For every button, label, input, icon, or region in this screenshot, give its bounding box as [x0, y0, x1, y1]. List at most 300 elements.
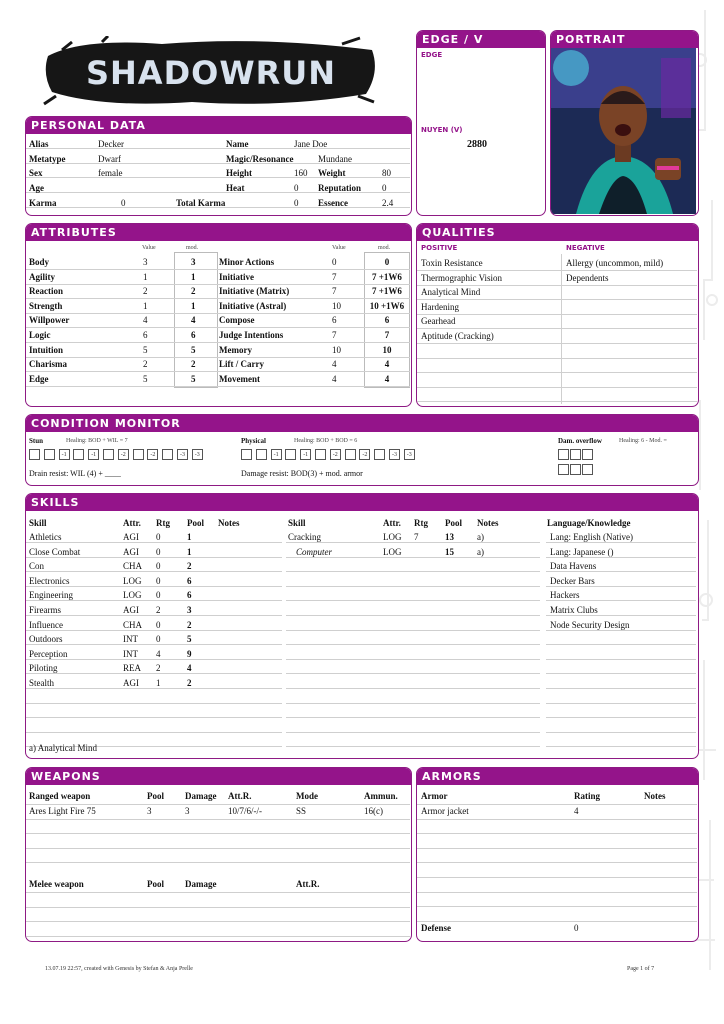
skills-footnote: a) Analytical Mind [29, 743, 97, 753]
skill-rtg: 2 [156, 663, 161, 674]
derived-mod: 10 [382, 344, 392, 355]
skill-pool: 15 [445, 546, 454, 557]
attributes-header: ATTRIBUTES [26, 224, 411, 241]
row-divider [286, 703, 540, 704]
derived-name: Initiative [219, 271, 254, 282]
overflow-box [570, 464, 581, 475]
derived-mod: 0 [384, 257, 390, 267]
row-divider [417, 804, 697, 805]
row-divider [417, 401, 697, 402]
row-divider [546, 688, 696, 689]
derived-mod: 7 +1W6 [372, 271, 402, 282]
ranged-row-pool: 3 [147, 806, 152, 816]
row-divider [26, 284, 410, 285]
melee-col-attr: Att.R. [296, 879, 320, 889]
attribute-mod: 4 [191, 315, 196, 326]
skill-pool: 2 [187, 678, 192, 688]
lang-knowledge-item: Data Havens [550, 561, 597, 572]
skill-attr: LOG [123, 590, 142, 601]
derived-mod: 6 [384, 315, 390, 326]
attr-value-col-left: Value [142, 245, 156, 251]
skill-attr: LOG [383, 546, 402, 557]
derived-name: Initiative (Matrix) [219, 286, 290, 297]
skill-attr: LOG [123, 575, 142, 586]
stun-box: -2 [118, 449, 129, 460]
physical-box: -1 [271, 449, 282, 460]
derived-name: Lift / Carry [219, 359, 264, 370]
row-divider [26, 327, 410, 328]
row-divider [286, 673, 540, 674]
row-divider [286, 717, 540, 718]
armor-col-notes: Notes [644, 791, 666, 801]
sex-label: Sex [29, 168, 43, 178]
row-divider [26, 542, 282, 543]
physical-box [345, 449, 356, 460]
attribute-name: Intuition [29, 344, 64, 355]
armor-row-rating: 4 [574, 806, 579, 816]
skill-col-rtg-2: Rtg [414, 518, 428, 528]
derived-mod: 4 [384, 359, 390, 370]
skill-pool: 2 [187, 619, 192, 630]
row-divider [26, 732, 282, 733]
skill-attr: INT [123, 634, 138, 645]
skill-pool: 5 [187, 634, 192, 645]
skill-name: Piloting [29, 663, 58, 674]
reputation-label: Reputation [318, 183, 362, 193]
age-label: Age [29, 183, 44, 193]
name-label: Name [226, 139, 249, 149]
ranged-col-ammo: Ammun. [364, 791, 398, 801]
overflow-box [558, 449, 569, 460]
derived-value: 0 [332, 257, 337, 267]
physical-box: -1 [300, 449, 311, 460]
skill-col-notes: Notes [218, 518, 240, 528]
defense-label: Defense [421, 923, 451, 933]
row-divider [26, 615, 282, 616]
lang-knowledge-item: Lang: Japanese () [550, 546, 614, 557]
nuyen-value: 2880 [467, 139, 487, 150]
lang-knowledge-item: Hackers [550, 590, 580, 601]
derived-name: Minor Actions [219, 257, 275, 267]
row-divider [546, 746, 696, 747]
attribute-mod: 5 [191, 373, 196, 384]
row-divider [417, 387, 697, 388]
derived-name: Movement [219, 373, 260, 384]
derived-value: 7 [332, 286, 337, 297]
edge-header: EDGE / V [417, 31, 545, 48]
skill-notes: a) [477, 532, 484, 542]
row-divider [26, 357, 410, 358]
weapons-header: WEAPONS [26, 768, 411, 785]
qualities-panel [416, 223, 699, 407]
skill-name: Engineering [29, 590, 73, 601]
positive-quality: Aptitude (Cracking) [421, 331, 494, 341]
skill-pool: 9 [187, 648, 192, 659]
karma-label: Karma [29, 198, 57, 208]
attribute-name: Edge [29, 373, 49, 384]
skill-name: Electronics [29, 575, 70, 586]
row-divider [26, 571, 282, 572]
row-divider [417, 343, 697, 344]
row-divider [286, 600, 540, 601]
skills-panel [25, 493, 699, 759]
overflow-box [558, 464, 569, 475]
skill-col-attr-2: Attr. [383, 518, 401, 528]
magic-label: Magic/Resonance [226, 154, 294, 164]
row-divider [286, 630, 540, 631]
positive-quality: Toxin Resistance [421, 258, 483, 268]
portrait-panel [550, 30, 699, 216]
stun-box [73, 449, 84, 460]
stun-box: -3 [177, 449, 188, 460]
skill-attr: AGI [123, 678, 139, 688]
ranged-row-attr: 10/7/6/-/- [228, 806, 262, 816]
physical-box: -2 [359, 449, 370, 460]
row-divider [26, 298, 410, 299]
metatype-label: Metatype [29, 154, 66, 164]
personal-data-panel [25, 116, 412, 216]
row-divider [417, 906, 697, 907]
skill-pool: 4 [187, 663, 192, 674]
row-divider [26, 848, 410, 849]
row-divider [417, 270, 697, 271]
stun-box [44, 449, 55, 460]
row-divider [417, 372, 697, 373]
defense-value: 0 [574, 923, 579, 933]
stun-box: -1 [59, 449, 70, 460]
skill-name: Close Combat [29, 546, 81, 557]
heat-label: Heat [226, 183, 245, 193]
ranged-col-damage: Damage [185, 791, 217, 801]
footer-page: Page 1 of 7 [627, 966, 655, 972]
row-divider [417, 921, 697, 922]
physical-box [241, 449, 252, 460]
qualities-header: QUALITIES [417, 224, 698, 241]
row-divider [26, 630, 282, 631]
attribute-value: 4 [143, 315, 148, 326]
alias-value: Decker [98, 139, 124, 149]
derived-value: 6 [332, 315, 337, 326]
attr-mod-col-left: mod. [186, 245, 199, 251]
lang-knowledge-item: Decker Bars [550, 575, 595, 586]
row-divider [26, 936, 410, 937]
stun-healing: Healing: BOD + WIL = 7 [66, 438, 128, 444]
attributes-panel [25, 223, 412, 407]
weapons-panel [25, 767, 412, 942]
attribute-name: Strength [29, 300, 63, 311]
heat-value: 0 [294, 183, 299, 193]
attribute-name: Logic [29, 330, 51, 340]
stun-label: Stun [29, 437, 44, 445]
skill-pool: 1 [187, 546, 192, 557]
row-divider [26, 703, 282, 704]
attribute-mod: 3 [191, 257, 196, 267]
attr-mod-col-right: mod. [378, 245, 391, 251]
overflow-box [582, 464, 593, 475]
row-divider [286, 542, 540, 543]
attribute-value: 2 [143, 286, 148, 297]
physical-box [374, 449, 385, 460]
skill-pool: 3 [187, 605, 192, 615]
stun-box [103, 449, 114, 460]
logo-text: SHADOWRUN [85, 54, 337, 92]
attribute-name: Charisma [29, 359, 67, 370]
negative-label: NEGATIVE [566, 244, 605, 252]
positive-label: POSITIVE [421, 244, 458, 252]
physical-box: -3 [389, 449, 400, 460]
row-divider [26, 688, 282, 689]
row-divider [417, 299, 697, 300]
row-divider [286, 644, 540, 645]
row-divider [26, 673, 282, 674]
drain-resist: Drain resist: WIL (4) + ____ [29, 469, 121, 478]
skill-name: Influence [29, 619, 63, 630]
skill-pool: 6 [187, 575, 192, 586]
ranged-col-pool: Pool [147, 791, 164, 801]
overflow-label: Dam. overflow [558, 437, 602, 445]
skill-attr: INT [123, 648, 138, 659]
skill-attr: REA [123, 663, 141, 674]
essence-label: Essence [318, 198, 348, 208]
positive-quality: Thermographic Vision [421, 272, 503, 283]
row-divider [546, 717, 696, 718]
reputation-value: 0 [382, 183, 387, 193]
skill-pool: 13 [445, 532, 454, 542]
stun-box [162, 449, 173, 460]
armors-header: ARMORS [417, 768, 698, 785]
derived-name: Judge Intentions [219, 330, 284, 340]
derived-value: 7 [332, 271, 337, 282]
name-value: Jane Doe [294, 139, 328, 149]
overflow-box [582, 449, 593, 460]
overflow-box [570, 449, 581, 460]
skills-header: SKILLS [26, 494, 698, 511]
row-divider [417, 819, 697, 820]
condition-monitor-panel [25, 414, 699, 486]
negative-quality: Allergy (uncommon, mild) [566, 258, 664, 268]
armors-panel [416, 767, 699, 942]
ranged-col-name: Ranged weapon [29, 791, 91, 801]
skill-rtg: 2 [156, 605, 161, 615]
physical-box: -2 [330, 449, 341, 460]
derived-name: Memory [219, 344, 252, 355]
positive-quality: Analytical Mind [421, 287, 481, 298]
skill-name: Con [29, 561, 45, 572]
armor-row-name: Armor jacket [421, 806, 469, 816]
skill-col-rtg: Rtg [156, 518, 170, 528]
ranged-row-name: Ares Light Fire 75 [29, 806, 96, 816]
skill-rtg: 0 [156, 532, 161, 542]
attribute-mod: 5 [191, 344, 196, 355]
physical-label: Physical [241, 437, 266, 445]
edge-panel [416, 30, 546, 216]
ranged-row-mode: SS [296, 806, 307, 816]
row-divider [546, 644, 696, 645]
attribute-mod: 2 [191, 359, 196, 370]
row-divider [546, 732, 696, 733]
row-divider [26, 313, 410, 314]
skill-name: Outdoors [29, 634, 63, 645]
row-divider [26, 269, 410, 270]
height-value: 160 [294, 168, 308, 178]
armor-col-name: Armor [421, 791, 448, 801]
derived-mod: 10 +1W6 [369, 300, 405, 311]
derived-mod: 4 [384, 373, 390, 384]
row-divider [26, 386, 410, 387]
skill-notes: a) [477, 546, 484, 557]
row-divider [26, 342, 410, 343]
derived-name: Compose [219, 315, 255, 326]
skill-attr: AGI [123, 605, 139, 615]
weight-label: Weight [318, 168, 346, 178]
row-divider [417, 358, 697, 359]
skill-col-pool-2: Pool [445, 518, 462, 528]
row-divider [26, 717, 282, 718]
lang-knowledge-item: Matrix Clubs [550, 605, 598, 615]
total-karma-value: 0 [294, 198, 299, 208]
lang-knowledge-item: Node Security Design [550, 619, 630, 630]
derived-value: 4 [332, 359, 337, 370]
skill-rtg: 0 [156, 590, 161, 601]
skill-rtg: 4 [156, 648, 161, 659]
personal-header: PERSONAL DATA [26, 117, 411, 134]
ranged-col-mode: Mode [296, 791, 318, 801]
row-divider [286, 688, 540, 689]
derived-value: 7 [332, 330, 337, 340]
ranged-row-ammo: 16(c) [364, 806, 383, 816]
derived-mod: 7 +1W6 [372, 286, 402, 297]
physical-box: -3 [404, 449, 415, 460]
attribute-value: 6 [143, 330, 148, 340]
stun-box: -1 [88, 449, 99, 460]
skill-pool: 1 [187, 532, 192, 542]
row-divider [26, 819, 410, 820]
attribute-value: 5 [143, 344, 148, 355]
nuyen-label: NUYEN (V) [421, 126, 463, 134]
portrait-image [551, 48, 696, 214]
skill-pool: 6 [187, 590, 192, 601]
essence-value: 2.4 [382, 198, 394, 208]
shadowrun-logo [42, 36, 380, 108]
physical-healing: Healing: BOD + BOD = 6 [294, 438, 358, 444]
skill-name: Stealth [29, 678, 54, 688]
height-label: Height [226, 168, 252, 178]
row-divider [26, 804, 410, 805]
row-divider [417, 877, 697, 878]
row-divider [26, 371, 410, 372]
derived-value: 10 [332, 300, 341, 311]
skill-name: Firearms [29, 605, 61, 615]
total-karma-label: Total Karma [176, 198, 226, 208]
melee-col-name: Melee weapon [29, 879, 84, 889]
row-divider [26, 921, 410, 922]
attribute-value: 1 [143, 271, 148, 282]
row-divider [286, 746, 540, 747]
row-divider [417, 862, 697, 863]
skill-col-pool: Pool [187, 518, 204, 528]
skill-name: Athletics [29, 532, 62, 542]
qualities-divider [561, 254, 562, 404]
skill-name: Perception [29, 648, 68, 659]
row-divider [26, 833, 410, 834]
skill-rtg: 0 [156, 575, 161, 586]
positive-quality: Gearhead [421, 316, 456, 327]
footer-credit: 13.07.19 22:57, created with Genesis by Stefan & Anja Prelle [45, 966, 193, 972]
skill-col-skill: Skill [29, 518, 47, 528]
metatype-value: Dwarf [98, 154, 121, 164]
derived-value: 4 [332, 373, 337, 384]
skill-attr: LOG [383, 532, 402, 542]
row-divider [417, 328, 697, 329]
attribute-value: 5 [143, 373, 148, 384]
physical-box [285, 449, 296, 460]
attribute-name: Reaction [29, 286, 63, 297]
attribute-name: Willpower [29, 315, 70, 326]
skill-rtg: 1 [156, 678, 161, 688]
row-divider [417, 285, 697, 286]
skill-col-skill-2: Skill [288, 518, 306, 528]
skill-attr: AGI [123, 532, 139, 542]
derived-value: 10 [332, 344, 341, 355]
negative-quality: Dependents [566, 272, 609, 283]
row-divider [286, 659, 540, 660]
row-divider [286, 732, 540, 733]
skill-rtg: 0 [156, 561, 161, 572]
attribute-mod: 1 [191, 300, 196, 311]
derived-mod: 7 [384, 330, 390, 340]
skill-rtg: 0 [156, 546, 161, 557]
karma-value: 0 [121, 198, 126, 208]
row-divider [417, 314, 697, 315]
row-divider [286, 615, 540, 616]
row-divider [417, 892, 697, 893]
magic-value: Mundane [318, 154, 352, 164]
attribute-value: 3 [143, 257, 148, 267]
stun-box: -2 [147, 449, 158, 460]
attribute-name: Agility [29, 271, 55, 282]
skill-rtg: 0 [156, 634, 161, 645]
damage-resist: Damage resist: BOD(3) + mod. armor [241, 469, 363, 478]
row-divider [546, 703, 696, 704]
derived-name: Initiative (Astral) [219, 300, 287, 311]
physical-box [315, 449, 326, 460]
skill-col-notes-2: Notes [477, 518, 499, 528]
armor-col-rating: Rating [574, 791, 601, 801]
skill-name: Cracking [288, 532, 321, 542]
row-divider [26, 892, 410, 893]
stun-box [29, 449, 40, 460]
ranged-col-attr: Att.R. [228, 791, 252, 801]
skill-rtg: 0 [156, 619, 161, 630]
skill-name: Computer [296, 546, 332, 557]
melee-col-damage: Damage [185, 879, 217, 889]
skill-attr: AGI [123, 546, 139, 557]
row-divider [546, 659, 696, 660]
skill-pool: 2 [187, 561, 192, 572]
condition-header: CONDITION MONITOR [26, 415, 698, 432]
attribute-mod: 2 [191, 286, 196, 297]
skill-col-attr: Attr. [123, 518, 141, 528]
attribute-value: 1 [143, 300, 148, 311]
skill-rtg: 7 [414, 532, 419, 542]
overflow-healing: Healing: 6 - Mod. = [619, 438, 667, 444]
attribute-mod: 1 [191, 271, 196, 282]
weight-value: 80 [382, 168, 391, 178]
row-divider [286, 586, 540, 587]
row-divider [26, 644, 282, 645]
attr-value-col-right: Value [332, 245, 346, 251]
row-divider [417, 833, 697, 834]
